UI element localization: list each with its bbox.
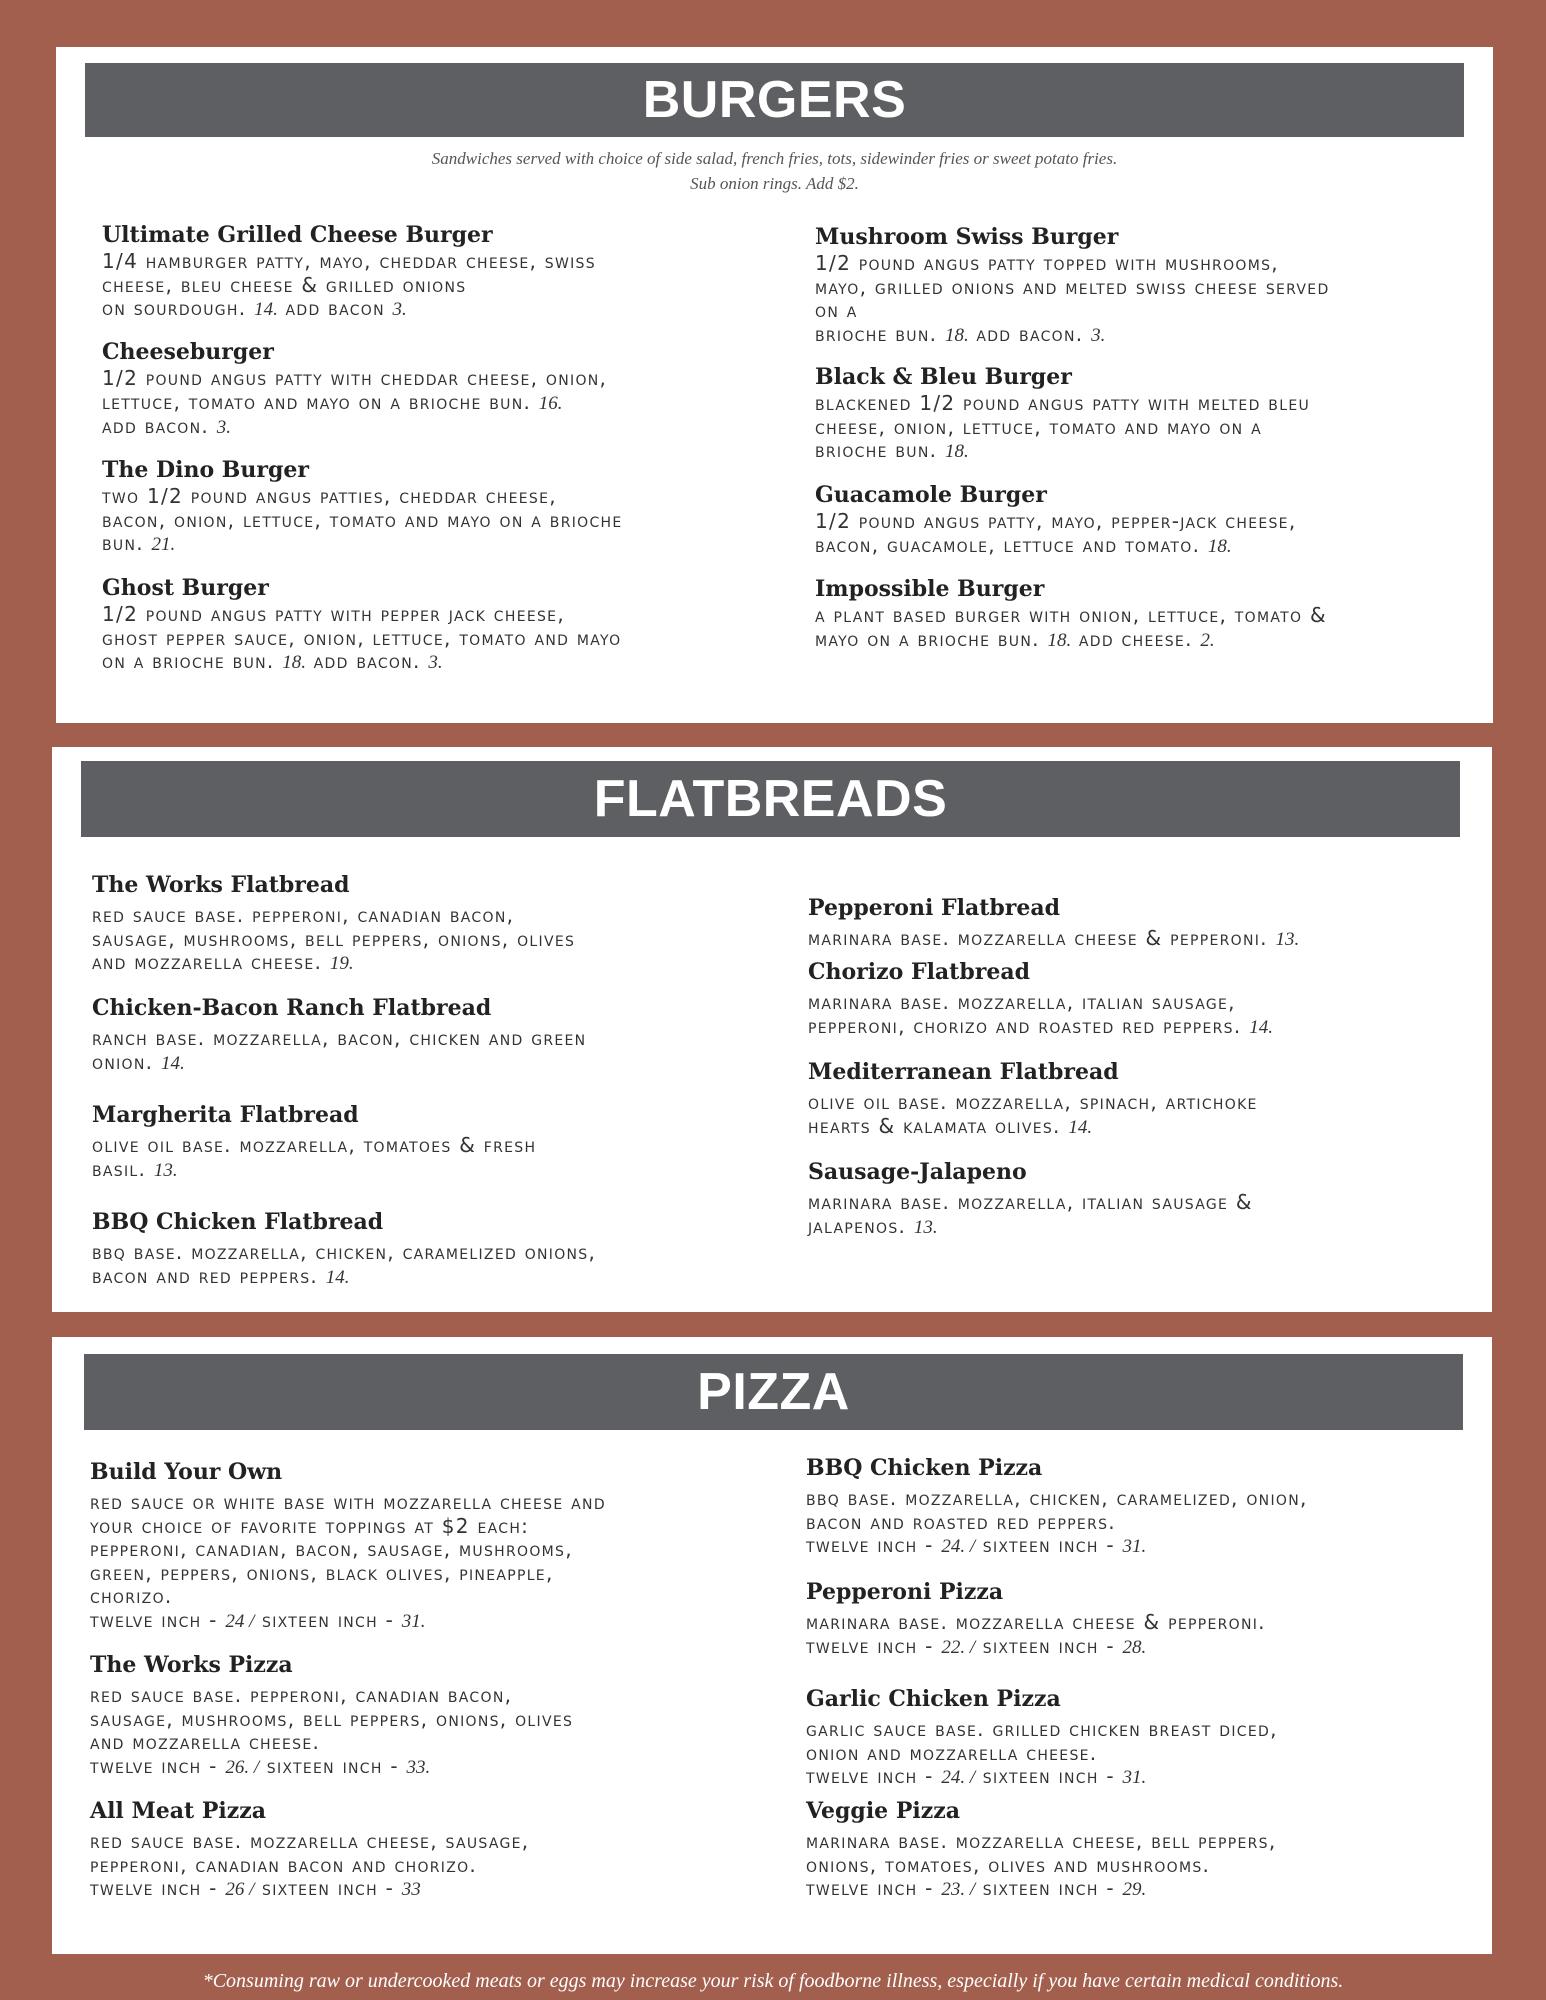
description-line [102,367,782,391]
price: 24. / [941,1536,976,1557]
menu-item-name: The Works Pizza [90,1652,293,1678]
description-line [90,1515,780,1539]
price: 31. [1122,1536,1147,1557]
menu-item-description [92,1241,782,1289]
description-text: ranch base. mozzarella, bacon, chicken and green [92,1026,587,1050]
menu-item [808,1159,1498,1239]
menu-item [808,1059,1498,1139]
description-text: twelve inch - [806,1876,942,1900]
price: 31. [401,1610,426,1632]
description-text: 1/2 pound angus patty with pepper jack cheese, [102,602,565,626]
price: 31. [1122,1767,1147,1788]
price: 16. [538,392,563,414]
menu-item-name: Ghost Burger [102,575,269,601]
description-line [102,650,782,675]
menu-item [92,1209,782,1289]
menu-item-description [808,991,1498,1039]
description-text: on a [815,298,858,322]
description-line [90,1854,780,1878]
description-line [808,991,1498,1015]
price: 18. [282,652,306,673]
price: 14. [160,1052,185,1074]
description-line [102,532,782,557]
description-line [90,1684,780,1708]
description-text: olive oil base. mozzarella, spinach, artichoke [808,1090,1258,1114]
description-line [806,1742,1496,1766]
menu-item [806,1579,1496,1659]
menu-item [102,457,782,557]
description-line [90,1731,780,1755]
description-line [102,485,782,509]
description-text: bbq base. mozzarella, chicken, caramelized onions, [92,1240,597,1264]
description-line [815,252,1495,276]
description-text: garlic sauce base. grilled chicken breast diced, [806,1717,1278,1741]
description-line [102,603,782,627]
description-line [808,1015,1498,1040]
description-line [92,951,782,976]
price: 18. [1047,629,1072,651]
menu-item-description [102,485,782,557]
price: 26 / [225,1879,255,1900]
price: 23. / [941,1879,976,1900]
flatbreads-heading: FLATBREADS [81,761,1460,837]
description-line [102,391,782,416]
description-text: brioche bun. [815,438,945,462]
pizza-section [52,1337,1492,1954]
menu-item-name: The Dino Burger [102,457,309,483]
menu-item [90,1652,780,1779]
price: 3. [392,299,407,320]
description-line [815,299,1495,323]
menu-item-description [815,252,1495,347]
description-line [102,415,782,440]
description-text: on a brioche bun. [102,649,283,673]
description-line [815,534,1495,559]
description-line [90,1562,780,1586]
burgers-subtitle-line-2: Sub onion rings. Add $2. [690,174,859,193]
description-line [90,1585,780,1609]
price: 24. / [941,1767,976,1788]
price: 18. [944,441,969,462]
description-text: bacon, onion, lettuce, tomato and mayo on a brioche [102,507,623,532]
menu-item [806,1455,1496,1559]
menu-item-description [815,510,1495,558]
menu-item-description [808,1191,1498,1239]
menu-item-name: All Meat Pizza [90,1798,267,1824]
description-line [815,628,1495,653]
description-line [806,1534,1496,1559]
description-text: pepperoni, canadian bacon and chorizo. [90,1852,478,1877]
description-line [90,1755,780,1780]
menu-item [92,995,782,1075]
description-line [815,392,1495,416]
menu-item-name: Veggie Pizza [806,1798,960,1824]
description-text: sixteen inch - [975,1764,1123,1788]
description-line [90,1708,780,1732]
description-line [90,1538,780,1562]
price: 13. [153,1159,178,1181]
menu-item-description [92,1134,782,1182]
menu-item-name: Pepperoni Pizza [806,1579,1004,1605]
description-text: add bacon [277,296,393,320]
description-line [92,1051,782,1076]
description-text: add bacon. [305,649,429,673]
description-line [92,1027,782,1051]
description-text: on sourdough. [102,296,255,320]
description-text: red sauce base. pepperoni, canadian bacon, [90,1683,513,1707]
description-text: brioche bun. [815,321,945,346]
description-line [92,1241,782,1265]
description-text: sixteen inch - [254,1607,402,1632]
menu-item-name: Guacamole Burger [815,482,1047,508]
description-line [806,1635,1496,1660]
description-text: hearts & kalamata olives. [808,1113,1069,1138]
description-line [92,1265,782,1290]
price: 3. [428,652,443,673]
menu-item-description [92,904,782,976]
description-text: red sauce or white base with mozzarella cheese and [90,1490,606,1514]
description-text: marinara base. mozzarella cheese, bell peppers, [806,1829,1277,1853]
burgers-section [56,47,1493,723]
description-text: sixteen inch - [975,1876,1123,1900]
price: 13. [1275,929,1300,950]
menu-item-description [815,392,1495,464]
price: 29. [1122,1879,1147,1900]
description-text: cheese, bleu cheese & grilled onions [102,272,467,297]
menu-item-description [90,1684,780,1779]
menu-item-description [815,604,1495,652]
menu-item-name: Mediterranean Flatbread [808,1059,1119,1085]
description-text: twelve inch - [806,1633,942,1658]
burgers-subtitle [56,146,1493,196]
menu-item-description [806,1611,1496,1659]
price: 33 [401,1879,421,1900]
description-line [92,1134,782,1158]
price: 13. [913,1216,938,1238]
description-text: bacon and red peppers. [92,1263,326,1288]
description-text: 1/2 pound angus patty, mayo, pepper-jack cheese, [815,509,1297,533]
description-line [808,1115,1498,1140]
description-text: twelve inch - [806,1764,942,1788]
description-text: sausage, mushrooms, bell peppers, onions, olives [90,1706,574,1731]
price: 22. / [941,1636,976,1658]
description-line [806,1877,1496,1902]
menu-item-description [806,1718,1496,1790]
menu-item-name: The Works Flatbread [92,872,350,898]
menu-item [815,482,1495,558]
description-text: onion. [92,1049,161,1074]
description-text: pepperoni, chorizo and roasted red peppers. [808,1013,1250,1038]
menu-item [806,1686,1496,1790]
menu-item-description [808,927,1498,952]
description-text: and mozzarella cheese. [90,1730,321,1754]
menu-item-name: Garlic Chicken Pizza [806,1686,1061,1712]
description-line [806,1487,1496,1511]
description-text: sixteen inch - [975,1633,1123,1658]
menu-item-description [102,367,782,440]
description-text: sixteen inch - [259,1753,407,1778]
burgers-heading: BURGERS [85,63,1464,137]
description-text: ghost pepper sauce, onion, lettuce, tomato and mayo [102,625,622,650]
menu-item-name: Impossible Burger [815,576,1045,602]
price: 14. [1249,1016,1273,1038]
description-line [815,276,1495,300]
description-line [808,927,1498,952]
description-line [806,1765,1496,1790]
description-line [808,1091,1498,1115]
price: 24 / [225,1610,255,1632]
description-text: two 1/2 pound angus patties, cheddar cheese, [102,484,557,508]
description-line [90,1491,780,1515]
description-text: add bacon. [968,321,1092,346]
menu-item-name: Pepperoni Flatbread [808,895,1060,921]
description-text: olive oil base. mozzarella, tomatoes & fresh [92,1133,537,1157]
price: 18. [1207,535,1232,557]
description-text: mayo on a brioche bun. [815,626,1048,651]
description-line [90,1830,780,1854]
description-text: twelve inch - [806,1533,942,1557]
description-text: sixteen inch - [975,1533,1123,1557]
menu-item-description [92,1027,782,1075]
description-text: 1/2 pound angus patty with cheddar cheese, onion, [102,366,608,390]
menu-item-description [808,1091,1498,1139]
description-text: 1/2 pound angus patty topped with mushrooms, [815,251,1279,275]
menu-item-name: BBQ Chicken Pizza [806,1455,1043,1481]
price: 2. [1200,629,1215,651]
menu-item [815,364,1495,464]
menu-item-name: Mushroom Swiss Burger [815,224,1119,250]
description-line [806,1718,1496,1742]
menu-item-description [806,1487,1496,1559]
description-text: sausage, mushrooms, bell peppers, onions, olives [92,926,576,951]
description-text: mayo, grilled onions and melted swiss cheese served [815,274,1330,299]
description-text: blackened 1/2 pound angus patty with melted bleu [815,391,1311,415]
price: 14. [254,299,278,320]
menu-item-name: Sausage-Jalapeno [808,1159,1027,1185]
menu-item-name: Black & Bleu Burger [815,364,1072,390]
description-text: chorizo. [90,1584,173,1608]
description-text: green, peppers, onions, black olives, pineapple, [90,1560,554,1585]
food-safety-disclaimer: *Consuming raw or undercooked meats or eggs may increase your risk of foodborne illness, especially if you have certain medical conditions. [202,1970,1344,1992]
description-text: jalapenos. [808,1213,914,1238]
price: 28. [1122,1636,1147,1658]
price: 21. [151,534,176,555]
description-line [102,297,782,322]
description-text: pepperoni, canadian, bacon, sausage, mushrooms, [90,1537,573,1561]
description-line [806,1830,1496,1854]
menu-item-name: Ultimate Grilled Cheese Burger [102,222,493,248]
menu-item-description [90,1830,780,1902]
description-line [92,928,782,952]
menu-item-name: BBQ Chicken Flatbread [92,1209,384,1235]
description-line [806,1511,1496,1535]
flatbreads-section [52,747,1492,1312]
price: 26. / [225,1756,260,1778]
description-text: a plant based burger with onion, lettuce, tomato & [815,603,1327,627]
description-text: bacon and roasted red peppers. [806,1509,1116,1534]
menu-item-description [102,603,782,675]
menu-item-name: Chicken-Bacon Ranch Flatbread [92,995,492,1021]
description-line [92,904,782,928]
description-text: sixteen inch - [254,1876,402,1900]
menu-item [90,1798,780,1902]
description-line [102,274,782,298]
description-line [815,604,1495,628]
menu-item [815,224,1495,347]
description-line [90,1609,780,1634]
menu-item [92,1102,782,1182]
menu-item-name: Margherita Flatbread [92,1102,359,1128]
price: 3. [216,417,231,438]
price: 3. [1091,324,1106,346]
description-text: your choice of favorite toppings at $2 each: [90,1513,530,1538]
description-text: onion and mozzarella cheese. [806,1740,1098,1765]
menu-item [102,575,782,675]
description-text: marinara base. mozzarella cheese & pepperoni. [808,926,1276,950]
description-text: basil. [92,1156,154,1181]
description-text: marinara base. mozzarella cheese & pepperoni. [806,1610,1266,1634]
price: 19. [329,953,354,974]
menu-item [815,576,1495,652]
description-line [815,439,1495,464]
menu-item-name: Chorizo Flatbread [808,959,1030,985]
menu-item-description [90,1491,780,1633]
description-line [815,323,1495,348]
menu-item [92,872,782,976]
description-line [808,1191,1498,1215]
description-line [806,1611,1496,1635]
menu-item [808,959,1498,1039]
pizza-heading: PIZZA [84,1354,1463,1430]
description-line [102,509,782,533]
description-line [92,1158,782,1183]
description-text: bacon, guacamole, lettuce and tomato. [815,532,1208,557]
burgers-subtitle-line-1: Sandwiches served with choice of side salad, french fries, tots, sidewinder fries or sweet potato fries. [431,149,1118,168]
description-line [90,1877,780,1902]
description-line [815,510,1495,534]
description-text: twelve inch - [90,1753,226,1778]
menu-item-name: Build Your Own [90,1459,283,1485]
description-text: onions, tomatoes, olives and mushrooms. [806,1852,1211,1877]
price: 18. [944,324,969,346]
menu-item-description [806,1830,1496,1902]
description-text: bbq base. mozzarella, chicken, caramelized, onion, [806,1486,1308,1510]
menu-item [808,895,1498,952]
menu-item [102,339,782,440]
price: 14. [1068,1116,1093,1138]
description-text: add cheese. [1071,626,1201,651]
description-line [102,250,782,274]
description-text: red sauce base. mozzarella cheese, sausage, [90,1829,530,1853]
description-line [806,1854,1496,1878]
description-text: twelve inch - [90,1876,226,1900]
description-text: red sauce base. pepperoni, canadian bacon, [92,903,515,927]
description-text: marinara base. mozzarella, italian sausage, [808,990,1236,1014]
price: 14. [325,1266,350,1288]
description-line [808,1215,1498,1240]
menu-item [806,1798,1496,1902]
menu-item-name: Cheeseburger [102,339,274,365]
description-text: and mozzarella cheese. [92,950,330,974]
description-text: marinara base. mozzarella, italian sausage & [808,1190,1253,1214]
description-text: cheese, onion, lettuce, tomato and mayo on a [815,414,1262,439]
menu-item [102,222,782,322]
description-text: lettuce, tomato and mayo on a brioche bun. [102,389,539,414]
description-text: add bacon. [102,414,217,438]
description-line [815,416,1495,440]
menu-item [90,1459,780,1633]
description-text: twelve inch - [90,1607,226,1632]
description-text: 1/4 hamburger patty, mayo, cheddar cheese, swiss [102,249,596,273]
description-text: bun. [102,531,152,555]
description-line [102,627,782,651]
menu-item-description [102,250,782,322]
price: 33. [406,1756,431,1778]
